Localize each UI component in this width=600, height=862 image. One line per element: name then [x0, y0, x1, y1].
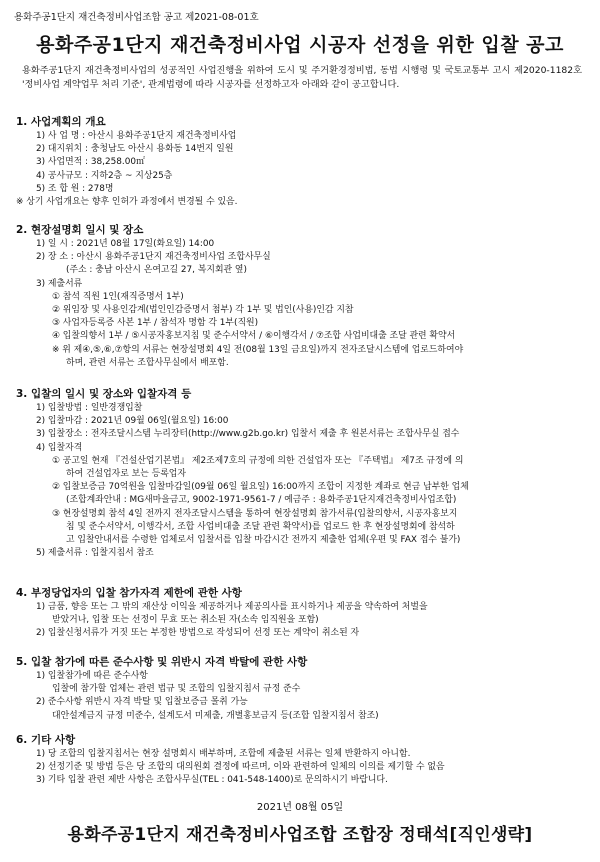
- section-line: 3) 제출서류: [36, 278, 83, 289]
- section-line: 3) 기타 입찰 관련 제반 사항은 조합사무실(TEL : 041-548-1400)로 문의하시기 바랍니다.: [36, 775, 388, 786]
- section-line: 2) 입찰신청서류가 거짓 또는 부정한 방법으로 작성되어 선정 또는 계약이 취소된 자: [36, 628, 360, 639]
- section-line: 2) 입찰마감 : 2021년 09월 06일(월요일) 16:00: [36, 416, 229, 427]
- section-line: 대안설계금지 규정 미준수, 설계도서 미제출, 개별홍보금지 등(조합 입찰지침서 참조): [52, 710, 379, 721]
- section-heading: 5. 입찰 참가에 따른 준수사항 및 위반시 자격 박탈에 관한 사항: [16, 656, 308, 668]
- section-heading: 3. 입찰의 일시 및 장소와 입찰자격 등: [16, 388, 192, 400]
- section-line: ① 공고일 현재 『건설산업기본법』 제2조제7호의 규정에 의한 건설업자 또는 『주택법』 제7조 규정에 의: [52, 455, 464, 466]
- section-line: 고 입찰안내서를 수령한 업체로서 입찰서를 입찰 마감시간 전까지 제출한 업체(우편 및 FAX 접수 불가): [66, 535, 461, 546]
- section-disqualification: [16, 585, 586, 641]
- section-line: 2) 선정기준 및 방법 등은 당 조합의 대의원회 결정에 따르며, 이와 관련하여 일체의 이의를 제기할 수 없음: [36, 762, 445, 773]
- section-line: 침 및 준수서약서, 이행각서, 조합 사업비대출 조달 관련 확약서)를 업로드 한 후 현장설명회에 참석하: [66, 521, 455, 532]
- section-line: ① 참석 직원 1인(재직증명서 1부): [52, 291, 184, 302]
- section-line: ④ 입찰의향서 1부 / ⑤시공자홍보지침 및 준수서약서 / ⑥이행각서 / ⑦조합 사업비대출 조달 관련 확약서: [52, 331, 456, 342]
- intro-paragraph: 용화주공1단지 재건축정비사업의 성공적인 사업진행을 위하여 도시 및 주거환경정비법, 동법 시행령 및 국토교통부 고시 제2020-1182호 '정비사업 계약업무 처리 기준', 관계법령에 따라 시공자를 선정하고자 아래와 같이 공고합니다.: [22, 65, 582, 90]
- section-line: 1) 당 조합의 입찰지침서는 현장 설명회시 배부하며, 조합에 제출된 서류는 일체 반환하지 아니함.: [36, 749, 411, 759]
- section-line: 2) 대지위치 : 충청남도 아산시 용화동 14번지 일원: [36, 144, 234, 155]
- announcement-date: 2021년 08월 05일: [256, 802, 344, 813]
- section-line: 1) 사 업 명 : 아산시 용화주공1단지 재건축정비사업: [36, 131, 237, 141]
- page-title: 용화주공1단지 재건축정비사업 시공자 선정을 위한 입찰 공고: [36, 34, 564, 56]
- section-line: ② 입찰보증금 70억원을 입찰마감일(09월 06일 월요일) 16:00까지 조합이 지정한 계좌로 현금 납부한 업체: [52, 482, 469, 493]
- section-line: 3) 입찰장소 : 전자조달시스템 누리장터(http://www.g2b.go.kr) 입찰서 제출 후 원본서류는 조합사무실 접수: [36, 429, 460, 440]
- section-compliance: [16, 654, 586, 723]
- section-line: 1) 금품, 향응 또는 그 밖의 재산상 이익을 제공하거나 제공의사를 표시하거나 제공을 약속하여 처벌을: [36, 602, 428, 612]
- section-line: ③ 사업자등록증 사본 1부 / 참석자 명함 각 1부(직원): [52, 318, 259, 329]
- section-project-overview: [16, 114, 586, 209]
- section-heading: 4. 부정당업자의 입찰 참가자격 제한에 관한 사항: [16, 587, 242, 599]
- section-line: 2) 장 소 : 아산시 용화주공1단지 재건축정비사업 조합사무실: [36, 252, 271, 263]
- section-site-briefing: [16, 222, 586, 370]
- section-line: 3) 사업면적 : 38,258.00㎡: [36, 157, 145, 168]
- signature-line: 용화주공1단지 재건축정비사업조합 조합장 정태석[직인생략]: [67, 825, 533, 845]
- section-line: 하며, 관련 서류는 조합사무실에서 배포함.: [66, 357, 229, 368]
- section-line: ※ 위 제④,⑤,⑥,⑦항의 서류는 현장설명회 4일 전(08월 13일 금요일)까지 전자조달시스템에 업로드하여야: [52, 344, 464, 355]
- section-line: 받았거나, 입찰 또는 선정이 무효 또는 취소된 자(소속 임직원을 포함): [52, 615, 319, 626]
- notice-number: 용화주공1단지 재건축정비사업조합 공고 제2021-08-01호: [14, 12, 259, 23]
- section-line: (조합계좌안내 : MG새마을금고, 9002-1971-9561-7 / 예금주 : 용화주공1단지재건축정비사업조합): [66, 495, 457, 506]
- section-line: 하여 건설업자로 보는 등록업자: [66, 469, 186, 480]
- section-heading: 6. 기타 사항: [16, 734, 76, 746]
- section-heading: 1. 사업계획의 개요: [16, 116, 106, 128]
- section-line: 1) 입찰방법 : 일반경쟁입찰: [36, 403, 143, 413]
- section-line: ※ 상기 사업개요는 향후 인허가 과정에서 변경될 수 있음.: [16, 197, 238, 208]
- section-other-matters: [16, 732, 586, 788]
- section-line: 4) 공사규모 : 지하2층 ~ 지상25층: [36, 170, 173, 181]
- section-line: 1) 일 시 : 2021년 08월 17일(화요일) 14:00: [36, 239, 215, 249]
- section-line: 5) 조 합 원 : 278명: [36, 183, 114, 194]
- section-line: 1) 입찰참가에 따른 준수사항: [36, 671, 148, 681]
- section-bid-schedule-qualification: [16, 386, 586, 560]
- section-line: (주소 : 충남 아산시 온여고길 27, 복지회관 옆): [66, 265, 247, 276]
- section-line: 2) 준수사항 위반시 자격 박탈 및 입찰보증금 몰취 가능: [36, 697, 248, 708]
- section-line: ③ 현장설명회 참석 4일 전까지 전자조달시스템을 통하여 현장설명회 참가서류(입찰의향서, 시공자홍보지: [52, 508, 458, 519]
- section-line: 4) 입찰자격: [36, 442, 83, 453]
- section-heading: 2. 현장설명회 일시 및 장소: [16, 224, 144, 236]
- section-line: 입찰에 참가할 업체는 관련 법규 및 조합의 입찰지침서 규정 준수: [52, 684, 301, 695]
- section-line: ② 위임장 및 사용인감계(법인인감증명서 첨부) 각 1부 및 법인(사용)인감 지참: [52, 305, 354, 316]
- section-line: 5) 제출서류 : 입찰지침서 참조: [36, 548, 154, 559]
